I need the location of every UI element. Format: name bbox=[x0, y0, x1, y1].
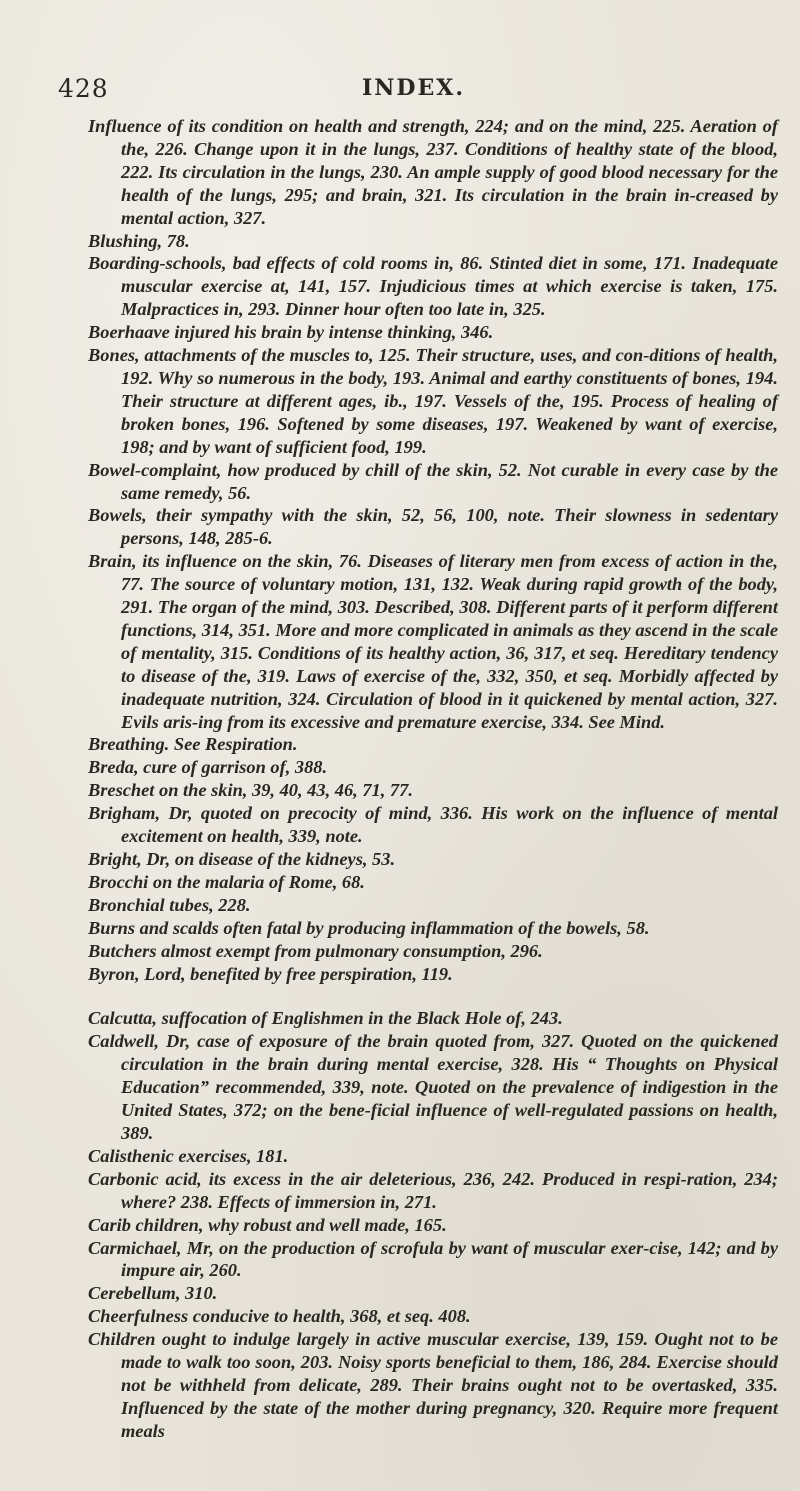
index-entry: Burns and scalds often fatal by producing inflammation of the bowels, 58. bbox=[88, 917, 650, 938]
index-entry: Influence of its condition on health and strength, 224; and on the mind, 225. Aeration of the, 226. Change upon it in the lungs, 237. Conditions of healthy state of the blood, 222. Its circulation in the lungs, 230. An ample supply of good blood necessary for the health of the lungs, 295; and brain, 321. Its circulation in the brain in-creased by mental action, 327. bbox=[88, 116, 778, 228]
index-entry: Boerhaave injured his brain by intense thinking, 346. bbox=[88, 322, 494, 343]
index-entry: Cerebellum, 310. bbox=[88, 1283, 218, 1304]
index-entry: Carbonic acid, its excess in the air deleterious, 236, 242. Produced in respi-ration, 234; where? 238. Effects of immersion in, 271. bbox=[88, 1168, 778, 1212]
index-entry: Bowels, their sympathy with the skin, 52, 56, 100, note. Their slowness in sedentary persons, 148, 285-6. bbox=[88, 505, 778, 549]
index-entry: Cheerfulness conducive to health, 368, et seq. 408. bbox=[88, 1306, 471, 1327]
index-entry: Calcutta, suffocation of Englishmen in the Black Hole of, 243. bbox=[88, 1008, 563, 1029]
index-entry: Byron, Lord, benefited by free perspiration, 119. bbox=[88, 963, 453, 984]
page-number: 428 bbox=[58, 74, 109, 103]
index-entry: Children ought to indulge largely in active muscular exercise, 139, 159. Ought not to be made to walk too soon, 203. Noisy sports beneficial to them, 186, 284. Exercise should not be withheld from delicate, 289. Their brains ought not to be overtasked, 335. Influenced by the state of the mother during pregnancy, 320. Require more frequent meals bbox=[88, 1329, 778, 1441]
index-entry: Calisthenic exercises, 181. bbox=[88, 1145, 289, 1166]
page-header bbox=[58, 74, 758, 108]
index-entry: Butchers almost exempt from pulmonary consumption, 296. bbox=[88, 940, 543, 961]
index-entry: Blushing, 78. bbox=[88, 230, 190, 251]
index-entry: Bright, Dr, on disease of the kidneys, 53. bbox=[88, 849, 396, 869]
index-entry: Breda, cure of garrison of, 388. bbox=[88, 757, 328, 778]
index-entry: Caldwell, Dr, case of exposure of the brain quoted from, 327. Quoted on the quickened circulation in the brain during mental exercise, 328. His “ Thoughts on Physical Education” recommended, 339, note. Quoted on the prevalence of indigestion in the United States, 372; on the bene-ficial influence of well-regulated passions on health, 389. bbox=[88, 1031, 778, 1143]
index-entry: Bowel-complaint, how produced by chill of the skin, 52. Not curable in every case by the same remedy, 56. bbox=[88, 459, 778, 503]
index-entry: Brocchi on the malaria of Rome, 68. bbox=[88, 871, 365, 892]
index-entry: Bronchial tubes, 228. bbox=[88, 894, 251, 915]
running-head: INDEX. bbox=[362, 75, 465, 101]
index-entry: Carib children, why robust and well made, 165. bbox=[88, 1214, 447, 1235]
index-entry: Brain, its influence on the skin, 76. Diseases of literary men from excess of action in the, 77. The source of voluntary motion, 131, 132. Weak during rapid growth of the body, 291. The organ of the mind, 303. Described, 308. Different parts of it perform different functions, 314, 351. More and more complicated in animals as they ascend in the scale of mentality, 315. Conditions of its healthy action, 36, 317, et seq. Hereditary tendency to disease of the, 319. Laws of exercise of the, 332, 350, et seq. Morbidly affected by inadequate nutrition, 324. Circulation of blood in it quickened by mental action, 327. Evils aris-ing from its excessive and premature exercise, 334. See Mind. bbox=[88, 551, 778, 732]
index-entries bbox=[88, 115, 778, 1443]
index-entry: Breathing. See Respiration. bbox=[88, 734, 298, 755]
index-entry: Bones, attachments of the muscles to, 125. Their structure, uses, and con-ditions of health, 192. Why so numerous in the body, 193. Animal and earthy constituents of bones, 194. Their structure at different ages, ib., 197. Vessels of the, 195. Process of healing of broken bones, 196. Softened by some diseases, 197. Weakened by want of exercise, 198; and by want of sufficient food, 199. bbox=[88, 345, 778, 457]
index-entry: Brigham, Dr, quoted on precocity of mind, 336. His work on the influence of mental excitement on health, 339, note. bbox=[88, 803, 778, 847]
index-entry: Carmichael, Mr, on the production of scrofula by want of muscular exer-cise, 142; and by impure air, 260. bbox=[88, 1237, 778, 1281]
index-entry: Breschet on the skin, 39, 40, 43, 46, 71, 77. bbox=[88, 780, 413, 801]
index-entry: Boarding-schools, bad effects of cold rooms in, 86. Stinted diet in some, 171. Inadequate muscular exercise at, 141, 157. Injudicious times at which exercise is taken, 175. Malpractices in, 293. Dinner hour often too late in, 325. bbox=[88, 253, 778, 320]
